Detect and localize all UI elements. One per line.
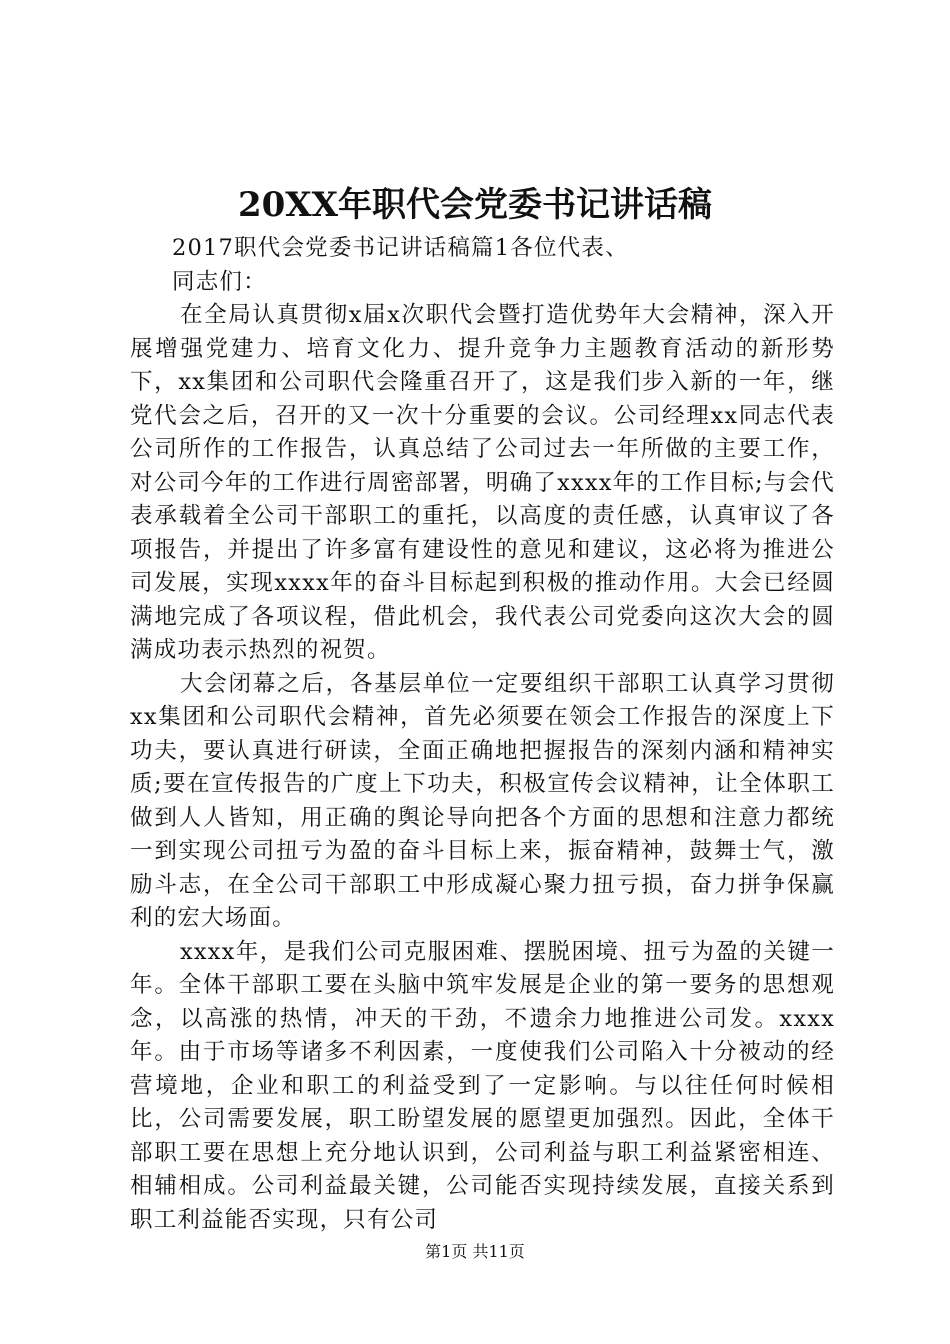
page-footer: 第1页 共11页: [425, 1242, 525, 1261]
paragraph-3: xxxx年，是我们公司克服困难、摆脱困境、扭亏为盈的关键一年。全体干部职工要在头脑中筑牢发展是企业的第一要务的思想观念，以高涨的热情，冲天的干劲，不遗余力地推进公司发。xxxx年。由于市场等诸多不利因素，一度使我们公司陷入十分被动的经营境地，企业和职工的利益受到了一定影响。与以往任何时候相比，公司需要发展，职工盼望发展的愿望更加强烈。因此，全体干部职工要在思想上充分地认识到，公司利益与职工利益紧密相连、相辅相成。公司利益最关键，公司能否实现持续发展，直接关系到职工利益能否实现，只有公司: [130, 938, 835, 1233]
paragraph-1: 在全局认真贯彻x届x次职代会暨打造优势年大会精神，深入开展增强党建力、培育文化力、提升竞争力主题教育活动的新形势下，xx集团和公司职代会隆重召开了，这是我们步入新的一年，继党代会之后，召开的又一次十分重要的会议。公司经理xx同志代表公司所作的工作报告，认真总结了公司过去一年所做的主要工作，对公司今年的工作进行周密部署，明确了xxxx年的工作目标;与会代表承载着全公司干部职工的重托，以高度的责任感，认真审议了各项报告，并提出了许多富有建设性的意见和建议，这必将为推进公司发展，实现xxxx年的奋斗目标起到积极的推动作用。大会已经圆满地完成了各项议程，借此机会，我代表公司党委向这次大会的圆满成功表示热烈的祝贺。: [130, 302, 835, 663]
intro-line: 2017职代会党委书记讲话稿篇1各位代表、: [172, 235, 629, 261]
document-title: 20XX年职代会党委书记讲话稿: [237, 185, 713, 225]
salutation: 同志们：: [172, 268, 267, 295]
paragraph-2: 大会闭幕之后，各基层单位一定要组织干部职工认真学习贯彻xx集团和公司职代会精神，首先必须要在领会工作报告的深度上下功夫，要认真进行研读，全面正确地把握报告的深刻内涵和精神实质;要在宣传报告的广度上下功夫，积极宣传会议精神，让全体职工做到人人皆知，用正确的舆论导向把各个方面的思想和注意力都统一到实现公司扭亏为盈的奋斗目标上来，振奋精神，鼓舞士气，激励斗志，在全公司干部职工中形成凝心聚力扭亏损，奋力拼争保赢利的宏大场面。: [130, 670, 835, 931]
document-body: [130, 232, 835, 1237]
